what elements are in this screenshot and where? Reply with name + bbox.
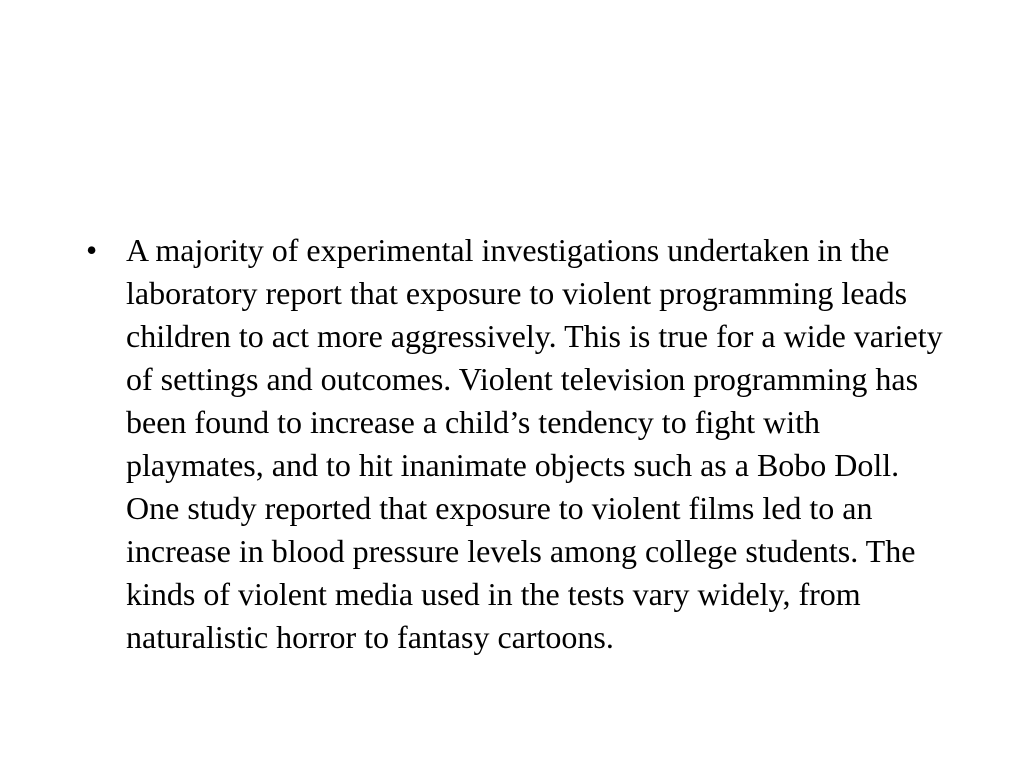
bullet-marker: •	[86, 232, 98, 268]
bullet-item	[86, 229, 946, 659]
bullet-list	[86, 229, 946, 659]
bullet-text: A majority of experimental investigations undertaken in the laboratory report that exposure to violent programming leads children to act more aggressively. This is true for a wide variety of settings and outcomes. Violent television programming has been found to increase a child’s tendency to fight with playmates, and to hit inanimate objects such as a Bobo Doll. One study reported that exposure to violent films led to an increase in blood pressure levels among college students. The kinds of violent media used in the tests vary widely, from naturalistic horror to fantasy cartoons.	[126, 232, 943, 655]
